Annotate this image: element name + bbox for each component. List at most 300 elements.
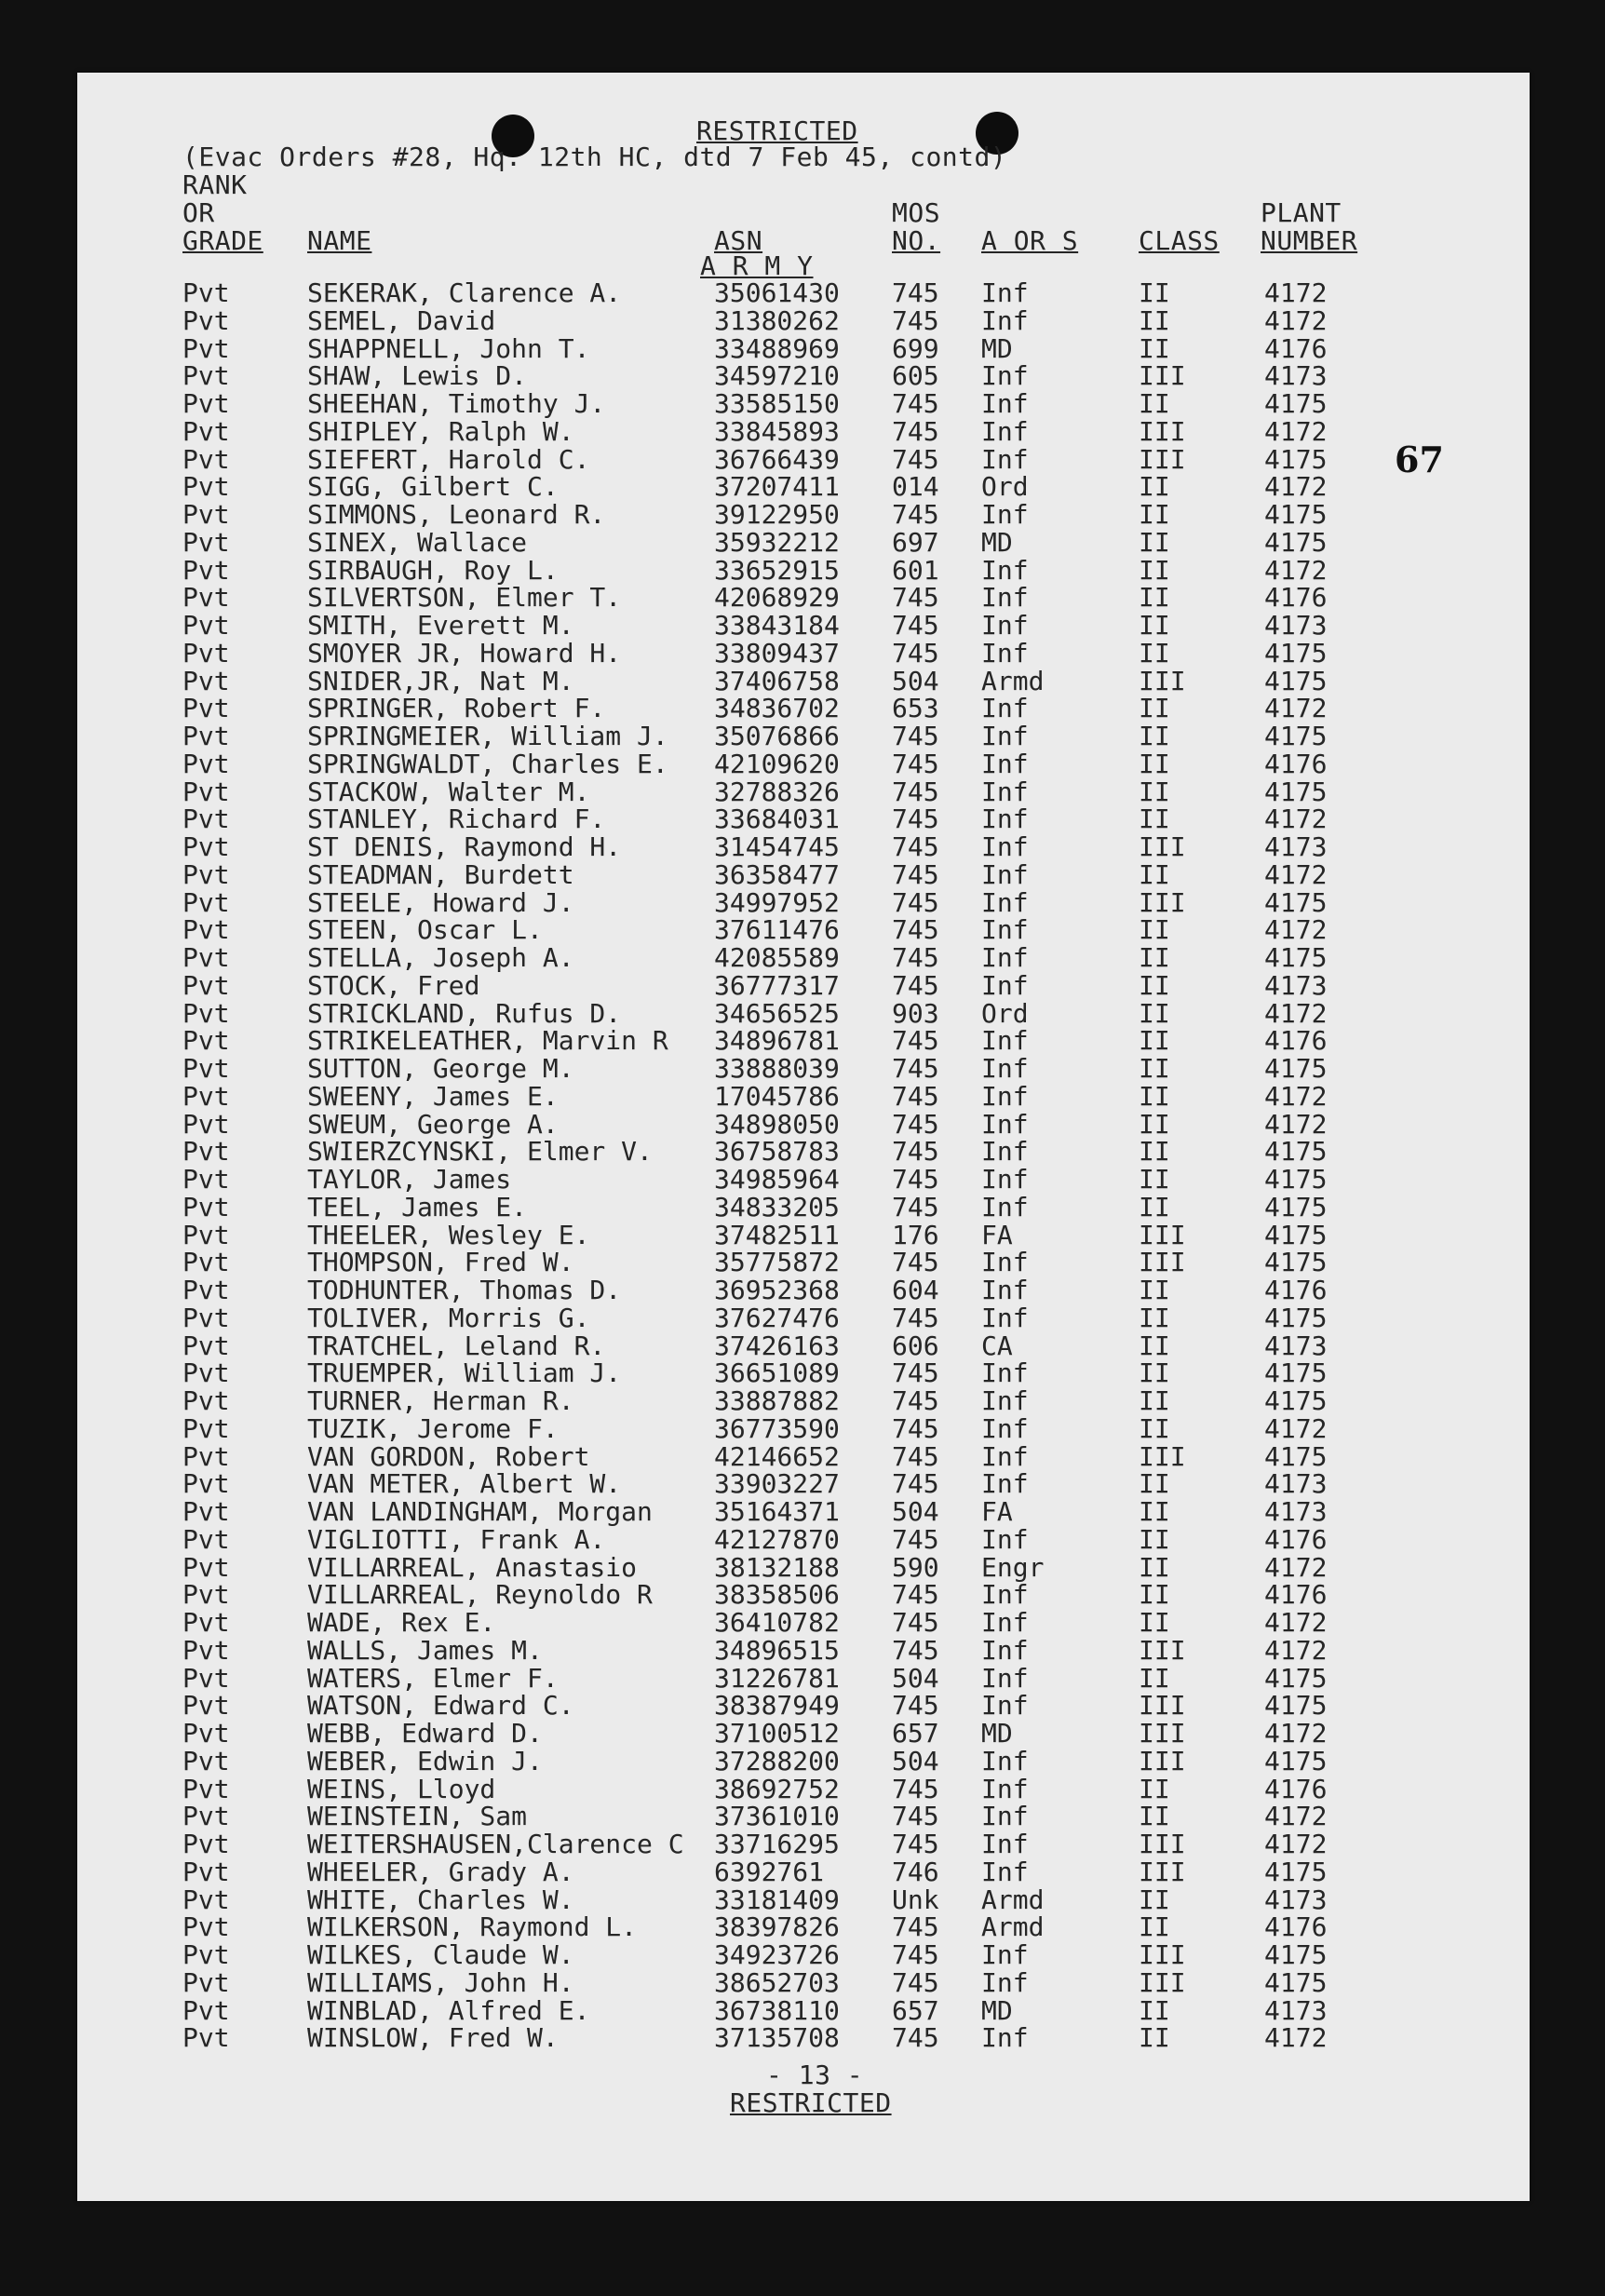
plant-cell: 4175 (1264, 1662, 1328, 1694)
aors-cell: Inf (981, 1385, 1029, 1416)
asn-cell: 39122950 (714, 499, 840, 530)
table-row (77, 1304, 1530, 1332)
rank-cell: Pvt (182, 1357, 230, 1389)
asn-cell: 33652915 (714, 554, 840, 586)
mos-cell: 745 (892, 1829, 939, 1859)
asn-cell: 34985964 (714, 1164, 840, 1195)
rank-cell: Pvt (182, 1884, 230, 1915)
mos-cell: 745 (892, 499, 939, 530)
rank-cell: Pvt (182, 1718, 230, 1749)
class-cell: II (1139, 554, 1170, 586)
name-cell: STOCK, Fred (307, 969, 480, 1001)
table-row (77, 1966, 1530, 1998)
class-cell: II (1139, 942, 1170, 973)
class-cell: II (1139, 693, 1170, 724)
mos-cell: 745 (892, 1080, 939, 1112)
table-row (77, 612, 1530, 640)
table-row (77, 916, 1530, 944)
asn-cell: 35061430 (714, 277, 840, 308)
plant-cell: 4172 (1264, 914, 1328, 946)
plant-cell: 4173 (1264, 610, 1328, 641)
aors-cell: Inf (981, 804, 1029, 835)
name-cell: SINEX, Wallace (307, 526, 528, 558)
rank-cell: Pvt (182, 1607, 230, 1638)
class-cell: II (1139, 914, 1170, 946)
aors-cell: Inf (981, 1247, 1029, 1278)
asn-cell: 33845893 (714, 415, 840, 447)
name-cell: VILLARREAL, Reynoldo R (307, 1579, 653, 1611)
aors-cell: Inf (981, 610, 1029, 641)
class-cell: III (1139, 1690, 1186, 1722)
table-row (77, 1470, 1530, 1498)
mos-cell: 657 (892, 1994, 939, 2026)
mos-cell: 745 (892, 415, 939, 447)
plant-cell: 4173 (1264, 1994, 1328, 2026)
aors-cell: Inf (981, 858, 1029, 890)
table-row (77, 750, 1530, 778)
asn-cell: 33843184 (714, 610, 840, 641)
aors-cell: Inf (981, 1829, 1029, 1859)
class-cell: II (1139, 997, 1170, 1029)
name-cell: TUZIK, Jerome F. (307, 1412, 559, 1444)
name-cell: STACKOW, Walter M. (307, 776, 590, 807)
plant-cell: 4172 (1264, 1551, 1328, 1583)
rank-cell: Pvt (182, 1523, 230, 1555)
plant-cell: 4173 (1264, 1496, 1328, 1527)
aors-cell: Inf (981, 499, 1029, 530)
aors-cell: Inf (981, 1080, 1029, 1112)
mos-cell: 903 (892, 997, 939, 1029)
plant-cell: 4173 (1264, 831, 1328, 862)
class-cell: III (1139, 1966, 1186, 1998)
plant-cell: 4175 (1264, 1440, 1328, 1472)
table-row (77, 1830, 1530, 1858)
restricted-bottom: RESTRICTED (730, 2087, 892, 2118)
asn-cell: 37361010 (714, 1801, 840, 1832)
mos-cell: 745 (892, 1025, 939, 1057)
rank-cell: Pvt (182, 1080, 230, 1112)
table-row (77, 858, 1530, 890)
plant-cell: 4175 (1264, 942, 1328, 973)
plant-cell: 4175 (1264, 1247, 1328, 1278)
name-cell: STEEN, Oscar L. (307, 914, 543, 946)
table-row (77, 1858, 1530, 1886)
rank-cell: Pvt (182, 1634, 230, 1666)
plant-cell: 4176 (1264, 1579, 1328, 1611)
aors-cell: Inf (981, 969, 1029, 1001)
header-mos-1: MOS (892, 197, 941, 228)
header-class: CLASS (1139, 225, 1220, 256)
mos-cell: 176 (892, 1219, 939, 1250)
name-cell: SHEEHAN, Timothy J. (307, 388, 606, 419)
class-cell: II (1139, 1801, 1170, 1832)
header-asn: ASN (714, 225, 763, 256)
asn-cell: 38132188 (714, 1551, 840, 1583)
rank-cell: Pvt (182, 1025, 230, 1057)
asn-cell: 35164371 (714, 1496, 840, 1527)
asn-cell: 33488969 (714, 332, 840, 364)
rank-cell: Pvt (182, 1829, 230, 1859)
table-row (77, 1609, 1530, 1637)
name-cell: TEEL, James E. (307, 1191, 528, 1222)
name-cell: WEINSTEIN, Sam (307, 1801, 528, 1832)
table-row (77, 473, 1530, 501)
plant-cell: 4175 (1264, 637, 1328, 669)
plant-cell: 4172 (1264, 1634, 1328, 1666)
rank-cell: Pvt (182, 637, 230, 669)
aors-cell: Armd (981, 1884, 1045, 1915)
rank-cell: Pvt (182, 1440, 230, 1472)
table-row (77, 1219, 1530, 1250)
header-aors: A OR S (981, 225, 1079, 256)
table-row (77, 944, 1530, 972)
plant-cell: 4176 (1264, 1275, 1328, 1305)
name-cell: TOLIVER, Morris G. (307, 1302, 590, 1333)
table-row (77, 1773, 1530, 1804)
mos-cell: 745 (892, 886, 939, 918)
name-cell: SIGG, Gilbert C. (307, 471, 559, 503)
name-cell: VIGLIOTTI, Frank A. (307, 1523, 606, 1555)
plant-cell: 4175 (1264, 1136, 1328, 1168)
plant-cell: 4172 (1264, 693, 1328, 724)
table-row (77, 1080, 1530, 1112)
name-cell: WHEELER, Grady A. (307, 1856, 574, 1887)
rank-cell: Pvt (182, 804, 230, 835)
table-row (77, 1523, 1530, 1555)
asn-cell: 34656525 (714, 997, 840, 1029)
class-cell: III (1139, 1939, 1186, 1970)
table-row (77, 1803, 1530, 1830)
table-row (77, 1332, 1530, 1360)
aors-cell: Inf (981, 443, 1029, 475)
rank-cell: Pvt (182, 443, 230, 475)
asn-cell: 34833205 (714, 1191, 840, 1222)
mos-cell: 745 (892, 1468, 939, 1500)
aors-cell: Inf (981, 1440, 1029, 1472)
rank-cell: Pvt (182, 610, 230, 641)
class-cell: II (1139, 526, 1170, 558)
asn-cell: 31454745 (714, 831, 840, 862)
mos-cell: 657 (892, 1718, 939, 1749)
header-name: NAME (307, 225, 372, 256)
aors-cell: Inf (981, 914, 1029, 946)
rank-cell: Pvt (182, 1690, 230, 1722)
mos-cell: 745 (892, 1939, 939, 1970)
plant-cell: 4172 (1264, 471, 1328, 503)
mos-cell: 745 (892, 831, 939, 862)
mos-cell: 606 (892, 1330, 939, 1361)
aors-cell: Ord (981, 471, 1029, 503)
class-cell: III (1139, 1718, 1186, 1749)
plant-cell: 4175 (1264, 776, 1328, 807)
rank-cell: Pvt (182, 2022, 230, 2054)
mos-cell: 699 (892, 332, 939, 364)
asn-cell: 31380262 (714, 304, 840, 336)
table-row (77, 1108, 1530, 1140)
mos-cell: 653 (892, 693, 939, 724)
plant-cell: 4172 (1264, 1108, 1328, 1140)
plant-cell: 4175 (1264, 526, 1328, 558)
asn-cell: 33903227 (714, 1468, 840, 1500)
rank-cell: Pvt (182, 776, 230, 807)
plant-cell: 4172 (1264, 415, 1328, 447)
rank-cell: Pvt (182, 748, 230, 779)
name-cell: VAN GORDON, Robert (307, 1440, 590, 1472)
name-cell: THOMPSON, Fred W. (307, 1247, 574, 1278)
asn-cell: 42068929 (714, 582, 840, 614)
mos-cell: 745 (892, 1690, 939, 1722)
table-row (77, 1662, 1530, 1694)
asn-cell: 42127870 (714, 1523, 840, 1555)
mos-cell: 745 (892, 1440, 939, 1472)
rank-cell: Pvt (182, 526, 230, 558)
class-cell: II (1139, 804, 1170, 835)
plant-cell: 4173 (1264, 969, 1328, 1001)
asn-cell: 36651089 (714, 1357, 840, 1389)
mos-cell: 745 (892, 582, 939, 614)
class-cell: II (1139, 776, 1170, 807)
plant-cell: 4172 (1264, 997, 1328, 1029)
plant-cell: 4173 (1264, 1884, 1328, 1915)
class-cell: II (1139, 1025, 1170, 1057)
table-row (77, 415, 1530, 447)
aors-cell: Armd (981, 1911, 1045, 1943)
plant-cell: 4175 (1264, 1856, 1328, 1887)
mos-cell: 745 (892, 858, 939, 890)
table-row (77, 526, 1530, 558)
name-cell: WATSON, Edward C. (307, 1690, 574, 1722)
table-row (77, 805, 1530, 833)
class-cell: II (1139, 332, 1170, 364)
header-rank-1: RANK (182, 169, 248, 200)
rank-cell: Pvt (182, 997, 230, 1029)
class-cell: II (1139, 1607, 1170, 1638)
aors-cell: Inf (981, 831, 1029, 862)
plant-cell: 4175 (1264, 443, 1328, 475)
asn-cell: 37426163 (714, 1330, 840, 1361)
asn-cell: 42109620 (714, 748, 840, 779)
rank-cell: Pvt (182, 886, 230, 918)
aors-cell: Inf (981, 693, 1029, 724)
mos-cell: 504 (892, 1496, 939, 1527)
aors-cell: MD (981, 526, 1013, 558)
class-cell: III (1139, 443, 1186, 475)
plant-cell: 4176 (1264, 1911, 1328, 1943)
asn-cell: 42146652 (714, 1440, 840, 1472)
aors-cell: Inf (981, 1468, 1029, 1500)
asn-cell: 35076866 (714, 721, 840, 751)
plant-cell: 4176 (1264, 582, 1328, 614)
aors-cell: MD (981, 332, 1013, 364)
mos-cell: 745 (892, 1579, 939, 1611)
plant-cell: 4175 (1264, 1745, 1328, 1776)
name-cell: WEINS, Lloyd (307, 1773, 496, 1804)
table-row (77, 1720, 1530, 1748)
class-cell: II (1139, 969, 1170, 1001)
class-cell: II (1139, 1385, 1170, 1416)
rank-cell: Pvt (182, 1302, 230, 1333)
mos-cell: 697 (892, 526, 939, 558)
mos-cell: 745 (892, 443, 939, 475)
mos-cell: Unk (892, 1884, 939, 1915)
asn-cell: 33181409 (714, 1884, 840, 1915)
rank-cell: Pvt (182, 1164, 230, 1195)
aors-cell: Inf (981, 360, 1029, 392)
plant-cell: 4175 (1264, 1690, 1328, 1722)
rank-cell: Pvt (182, 388, 230, 419)
rank-cell: Pvt (182, 471, 230, 503)
aors-cell: Inf (981, 304, 1029, 336)
plant-cell: 4176 (1264, 1025, 1328, 1057)
header-rank-3: GRADE (182, 225, 263, 256)
plant-cell: 4172 (1264, 1607, 1328, 1638)
asn-cell: 34898050 (714, 1108, 840, 1140)
mos-cell: 605 (892, 360, 939, 392)
mos-cell: 745 (892, 1357, 939, 1389)
aors-cell: Inf (981, 388, 1029, 419)
table-row (77, 778, 1530, 806)
mos-cell: 745 (892, 914, 939, 946)
aors-cell: Inf (981, 1164, 1029, 1195)
mos-cell: 504 (892, 1745, 939, 1776)
aors-cell: Inf (981, 415, 1029, 447)
asn-cell: 38692752 (714, 1773, 840, 1804)
table-row (77, 1498, 1530, 1526)
name-cell: STEADMAN, Burdett (307, 858, 574, 890)
aors-cell: MD (981, 1718, 1013, 1749)
name-cell: TAYLOR, James (307, 1164, 512, 1195)
class-cell: II (1139, 1357, 1170, 1389)
rank-cell: Pvt (182, 1385, 230, 1416)
mos-cell: 014 (892, 471, 939, 503)
name-cell: STRICKLAND, Rufus D. (307, 997, 622, 1029)
class-cell: II (1139, 1773, 1170, 1804)
rank-cell: Pvt (182, 1551, 230, 1583)
asn-cell: 37100512 (714, 1718, 840, 1749)
name-cell: WEITERSHAUSEN,Clarence C (307, 1829, 684, 1859)
rank-cell: Pvt (182, 721, 230, 751)
table-row (77, 279, 1530, 307)
aors-cell: Inf (981, 1856, 1029, 1887)
asn-cell: 34896515 (714, 1634, 840, 1666)
table-row (77, 1359, 1530, 1387)
class-cell: II (1139, 1662, 1170, 1694)
plant-cell: 4172 (1264, 1080, 1328, 1112)
class-cell: II (1139, 471, 1170, 503)
rank-cell: Pvt (182, 914, 230, 946)
mos-cell: 745 (892, 1136, 939, 1168)
asn-cell: 33585150 (714, 388, 840, 419)
table-row (77, 1634, 1530, 1666)
mos-cell: 745 (892, 969, 939, 1001)
class-cell: II (1139, 304, 1170, 336)
aors-cell: Inf (981, 1745, 1029, 1776)
document-page (77, 73, 1530, 2201)
rank-cell: Pvt (182, 582, 230, 614)
rank-cell: Pvt (182, 1191, 230, 1222)
mos-cell: 746 (892, 1856, 939, 1887)
table-row (77, 1166, 1530, 1194)
plant-cell: 4176 (1264, 1773, 1328, 1804)
mos-cell: 745 (892, 1911, 939, 1943)
rank-cell: Pvt (182, 1801, 230, 1832)
name-cell: SHAPPNELL, John T. (307, 332, 590, 364)
rank-cell: Pvt (182, 554, 230, 586)
aors-cell: Inf (981, 1966, 1029, 1998)
name-cell: WINSLOW, Fred W. (307, 2022, 559, 2054)
name-cell: SNIDER,JR, Nat M. (307, 665, 574, 696)
plant-cell: 4172 (1264, 1801, 1328, 1832)
asn-cell: 38397826 (714, 1911, 840, 1943)
plant-cell: 4172 (1264, 1829, 1328, 1859)
mos-cell: 745 (892, 1607, 939, 1638)
name-cell: VILLARREAL, Anastasio (307, 1551, 638, 1583)
name-cell: WILLIAMS, John H. (307, 1966, 574, 1998)
table-row (77, 1412, 1530, 1444)
table-row (77, 2024, 1530, 2052)
aors-cell: Inf (981, 1053, 1029, 1084)
aors-cell: Inf (981, 1939, 1029, 1970)
asn-cell: 33716295 (714, 1829, 840, 1859)
aors-cell: Inf (981, 2022, 1029, 2054)
rank-cell: Pvt (182, 831, 230, 862)
class-cell: III (1139, 886, 1186, 918)
name-cell: ST DENIS, Raymond H. (307, 831, 622, 862)
class-cell: II (1139, 748, 1170, 779)
rank-cell: Pvt (182, 1579, 230, 1611)
asn-cell: 34997952 (714, 886, 840, 918)
rank-cell: Pvt (182, 1994, 230, 2026)
mos-cell: 745 (892, 1053, 939, 1084)
header-mos-2: NO. (892, 225, 941, 256)
class-cell: II (1139, 1108, 1170, 1140)
rank-cell: Pvt (182, 969, 230, 1001)
orders-line: (Evac Orders #28, Hq. 12th HC, dtd 7 Feb 45, contd) (182, 142, 1007, 172)
class-cell: II (1139, 1302, 1170, 1333)
aors-cell: Inf (981, 1579, 1029, 1611)
rank-cell: Pvt (182, 1773, 230, 1804)
asn-cell: 35775872 (714, 1247, 840, 1278)
mos-cell: 745 (892, 1108, 939, 1140)
table-row (77, 1913, 1530, 1941)
mos-cell: 745 (892, 748, 939, 779)
asn-cell: 42085589 (714, 942, 840, 973)
rank-cell: Pvt (182, 1275, 230, 1305)
plant-cell: 4175 (1264, 665, 1328, 696)
rank-cell: Pvt (182, 693, 230, 724)
aors-cell: Inf (981, 1801, 1029, 1832)
class-cell: II (1139, 1191, 1170, 1222)
aors-cell: Inf (981, 582, 1029, 614)
plant-cell: 4172 (1264, 2022, 1328, 2054)
class-cell: II (1139, 1275, 1170, 1305)
aors-cell: Inf (981, 1634, 1029, 1666)
table-row (77, 390, 1530, 418)
plant-cell: 4172 (1264, 1412, 1328, 1444)
asn-cell: 37207411 (714, 471, 840, 503)
page-number: - 13 - (766, 2060, 864, 2090)
mos-cell: 590 (892, 1551, 939, 1583)
aors-cell: FA (981, 1496, 1013, 1527)
name-cell: WATERS, Elmer F. (307, 1662, 559, 1694)
class-cell: II (1139, 1330, 1170, 1361)
aors-cell: Inf (981, 1607, 1029, 1638)
table-row (77, 443, 1530, 475)
rank-cell: Pvt (182, 1856, 230, 1887)
table-row (77, 362, 1530, 390)
asn-cell: 36410782 (714, 1607, 840, 1638)
rank-cell: Pvt (182, 1745, 230, 1776)
